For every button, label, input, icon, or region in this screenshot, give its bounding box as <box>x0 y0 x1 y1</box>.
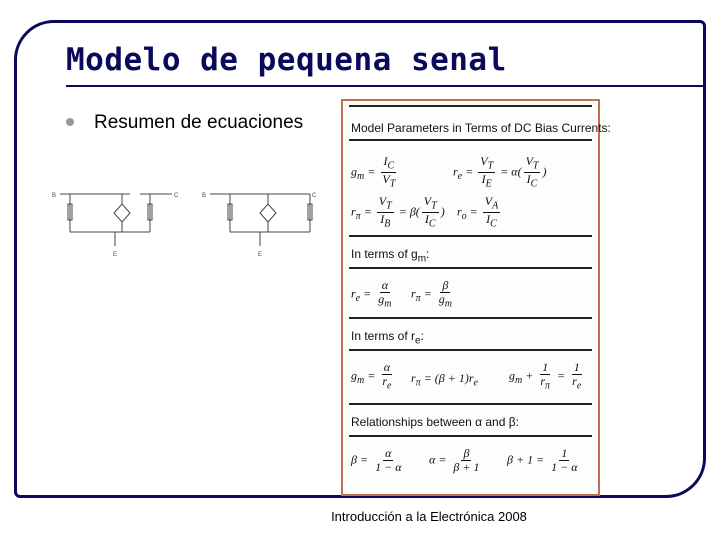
circuit-label: E <box>258 252 263 258</box>
panel-rule <box>349 317 592 319</box>
eq-rpi: $r_\pi$ = $\frac{V_T}{I_B}$ = β( $\frac{V_T}{I_C}$ ) <box>351 194 445 230</box>
bullet-text: Resumen de ecuaciones <box>94 112 304 133</box>
panel-rule <box>349 349 592 351</box>
eq-beta: β = $\frac{\alpha}{1 - \alpha}$ <box>351 446 402 474</box>
panel-rule <box>349 235 592 237</box>
circuit-label: C <box>312 193 317 199</box>
panel-rule <box>349 267 592 269</box>
equations-panel <box>341 99 611 496</box>
panel-rule <box>349 435 592 437</box>
title-underline <box>66 85 706 87</box>
eq-re-gm: $r_e$ = $\frac{\alpha}{g_m}$ <box>351 278 392 310</box>
circuit-diagrams <box>40 180 330 270</box>
panel-rule <box>349 139 592 141</box>
panel-header-relationships: Relationships between α and β: <box>351 415 519 429</box>
eq-rpi-gm: $r_\pi$ = $\frac{\beta}{g_m}$ <box>411 278 453 310</box>
eq-gm-re: $g_m$ = $\frac{\alpha}{r_e}$ <box>351 360 392 392</box>
circuit-label: B <box>52 193 57 199</box>
circuit-label: C <box>174 193 179 199</box>
eq-beta-plus-one: β + 1 = $\frac{1}{1 - \alpha}$ <box>507 446 578 474</box>
panel-rule <box>349 403 592 405</box>
bullet-icon <box>66 118 74 126</box>
panel-header-dc: Model Parameters in Terms of DC Bias Currents: <box>351 121 611 135</box>
panel-header-gm: In terms of $g_m$: <box>351 247 430 265</box>
eq-gm-sum: $g_m$ + $\frac{1}{r_\pi}$ = $\frac{1}{r_e}$ <box>509 360 582 392</box>
panel-rule <box>349 105 592 107</box>
footer: Introducción a la Electrónica 2008 <box>331 509 527 524</box>
eq-gm: $g_m$ = $\frac{I_C}{V_T}$ <box>351 154 396 190</box>
slide-title: Modelo de pequena senal <box>66 42 507 78</box>
eq-rpi-re: $r_\pi = (\beta + 1)r_e$ <box>411 371 478 389</box>
panel-header-re: In terms of $r_e$: <box>351 329 424 347</box>
eq-re: $r_e$ = $\frac{V_T}{I_E}$ = α( $\frac{V_T}{I_C}$ ) <box>453 154 547 190</box>
circuit-label: B <box>202 193 207 199</box>
eq-alpha: α = $\frac{\beta}{\beta + 1}$ <box>429 446 480 474</box>
circuit-label: E <box>113 252 118 258</box>
eq-ro: $r_o$ = $\frac{V_A}{I_C}$ <box>457 194 499 230</box>
